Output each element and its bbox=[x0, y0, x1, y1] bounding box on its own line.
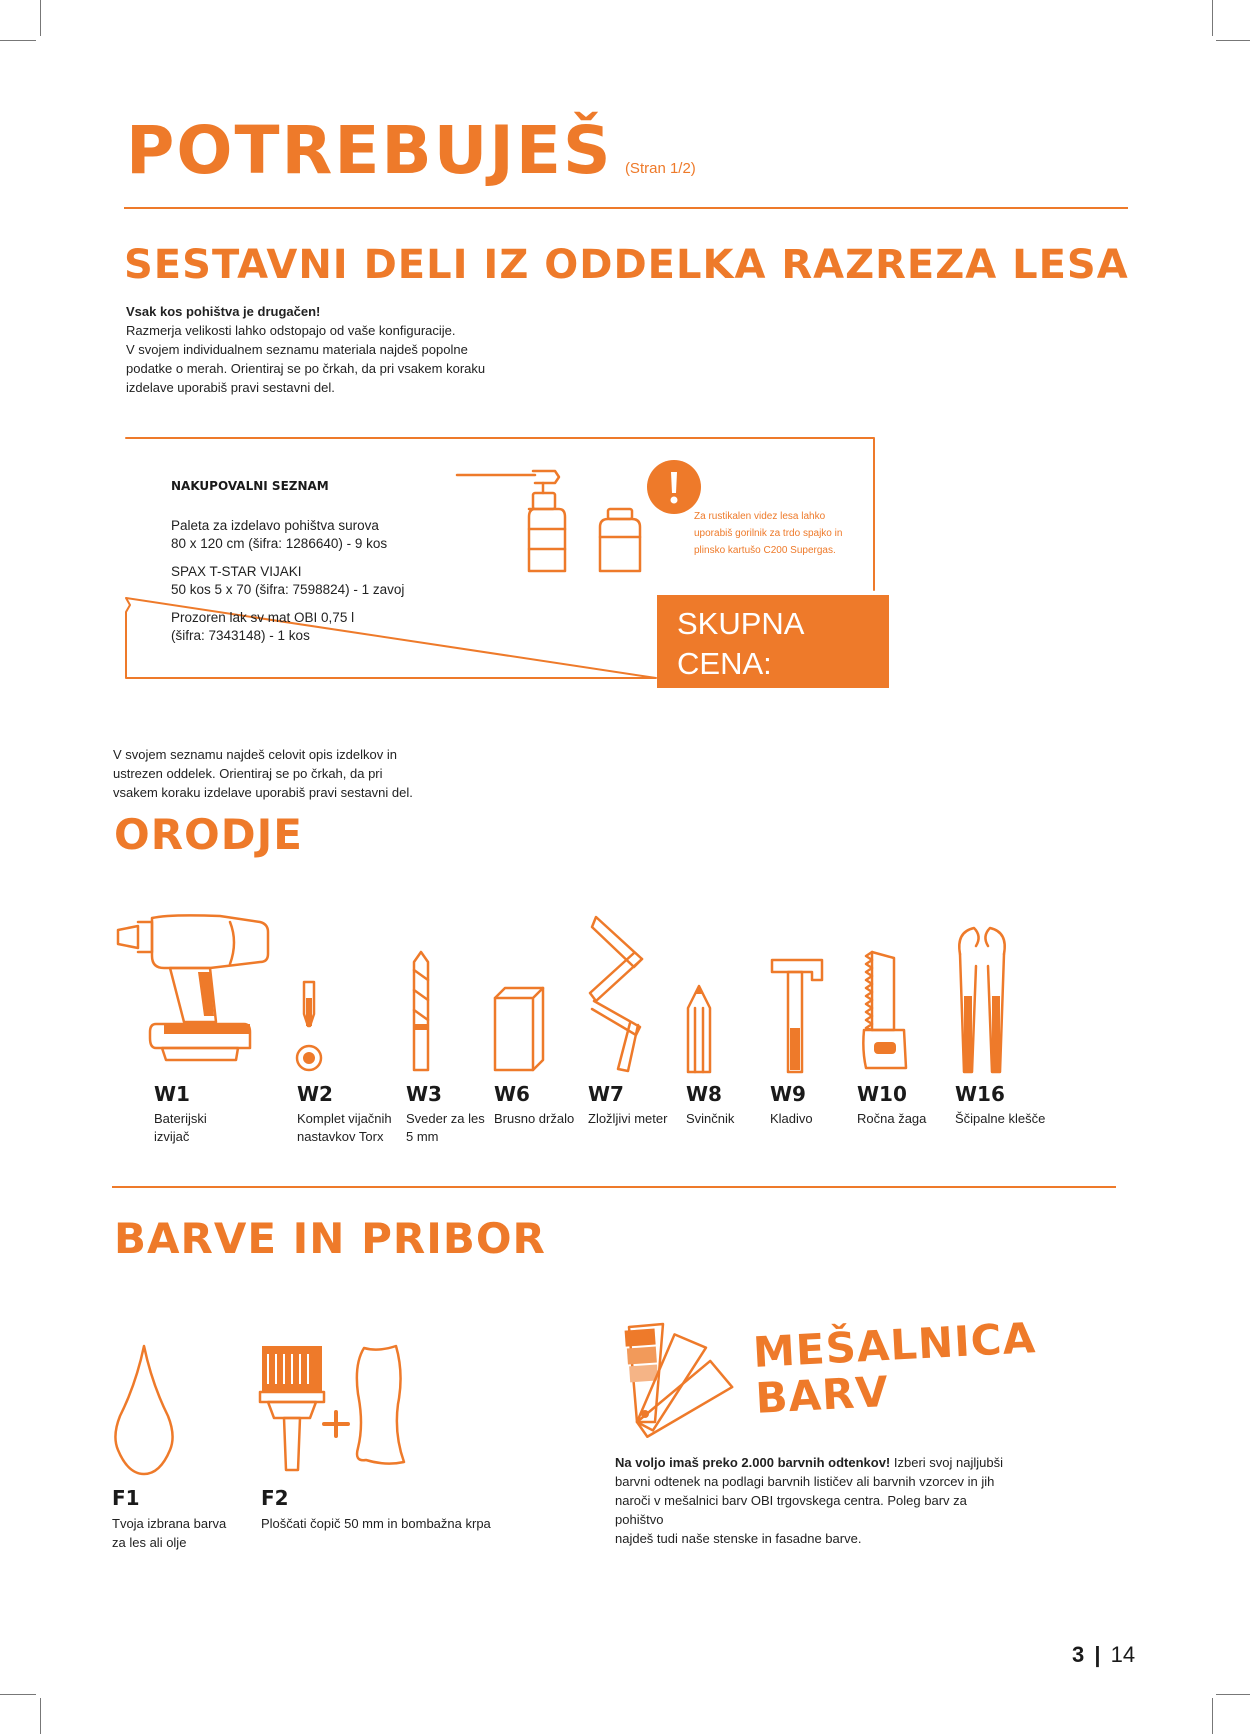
page-footer bbox=[1072, 1642, 1135, 1668]
drill-bit-icon bbox=[408, 950, 434, 1072]
tool-item-w1 bbox=[154, 1082, 207, 1146]
tool-code: W1 bbox=[154, 1082, 190, 1106]
tools-title: ORODJE bbox=[114, 810, 303, 859]
tool-label: Kladivo bbox=[770, 1111, 813, 1126]
mixing-text-rest: Izberi svoj najljubši bbox=[890, 1455, 1003, 1470]
shopping-list bbox=[171, 517, 404, 645]
tool-label: Baterijski izvijač bbox=[154, 1111, 207, 1144]
mixing-text-line: barvni odtenek na podlagi barvnih lističev ali barvnih vzorcev in jih bbox=[615, 1474, 995, 1489]
tool-item-w9 bbox=[770, 1082, 813, 1128]
price-line bbox=[677, 684, 869, 722]
intro-line: V svojem seznamu najdeš celovit opis izdelkov in bbox=[113, 747, 397, 762]
tip-line: uporabiš gorilnik za trdo spajko in bbox=[694, 528, 843, 539]
pencil-icon bbox=[686, 984, 712, 1074]
tool-code: W7 bbox=[588, 1082, 624, 1106]
shopping-title: NAKUPOVALNI SEZNAM bbox=[171, 479, 329, 493]
tool-code: W2 bbox=[297, 1082, 333, 1106]
tool-code: W9 bbox=[770, 1082, 806, 1106]
price-prefix: od bbox=[677, 685, 712, 720]
tool-label: Zložljivi meter bbox=[588, 1111, 668, 1126]
brush-and-cloth-icon bbox=[258, 1344, 408, 1472]
hand-saw-icon bbox=[860, 950, 910, 1074]
intro-line: ustrezen oddelek. Orientiraj se po črkah, da pri bbox=[113, 766, 383, 781]
tool-label: Svinčnik bbox=[686, 1111, 735, 1126]
intro-line: vsakem koraku izdelave uporabiš pravi sestavni del. bbox=[113, 785, 413, 800]
tools-intro bbox=[113, 745, 413, 802]
tool-item-w7 bbox=[588, 1082, 667, 1128]
tool-item-w8 bbox=[686, 1082, 734, 1128]
paint-label: Ploščati čopič 50 mm in bombažna krpa bbox=[261, 1516, 491, 1531]
mixing-text-bold: Na voljo imaš preko 2.000 barvnih odtenkov! bbox=[615, 1455, 891, 1470]
tool-label: Brusno držalo bbox=[494, 1111, 575, 1126]
tool-code: W10 bbox=[857, 1082, 907, 1106]
tool-item-w6 bbox=[494, 1082, 574, 1128]
torx-bit-icon bbox=[296, 980, 326, 1072]
tool-item-w16 bbox=[955, 1082, 1045, 1128]
tool-item-w2 bbox=[297, 1082, 392, 1146]
intro-line: Razmerja velikosti lahko odstopajo od vaše konfiguracije. bbox=[126, 323, 456, 338]
tool-label: Ščipalne klešče bbox=[955, 1111, 1046, 1126]
item-name: SPAX T-STAR VIJAKI bbox=[171, 564, 302, 579]
sanding-block-icon bbox=[491, 986, 547, 1072]
tip-text bbox=[694, 508, 842, 559]
footer-separator: | bbox=[1094, 1642, 1101, 1667]
gas-burner-icon bbox=[455, 465, 655, 575]
tool-code: W16 bbox=[955, 1082, 1005, 1106]
mixing-text-line: naroči v mešalnici barv OBI trgovskega centra. Poleg barv za pohištvo bbox=[615, 1493, 967, 1527]
tool-code: W6 bbox=[494, 1082, 530, 1106]
divider bbox=[112, 1186, 1116, 1188]
price-label: SKUPNA CENA: bbox=[677, 606, 803, 681]
tip-line: Za rustikalen videz lesa lahko bbox=[694, 511, 826, 522]
folding-rule-icon bbox=[588, 915, 648, 1073]
tool-code: W8 bbox=[686, 1082, 722, 1106]
tool-label: Komplet vijačnih nastavkov Torx bbox=[297, 1111, 392, 1144]
color-fan-icon bbox=[615, 1310, 735, 1430]
mixing-title bbox=[752, 1315, 1040, 1422]
paint-item-f1 bbox=[112, 1486, 226, 1552]
price-currency: EUR bbox=[780, 685, 846, 720]
item-detail: (šifra: 7343148) - 1 kos bbox=[171, 628, 310, 643]
paint-label: Tvoja izbrana barva za les ali olje bbox=[112, 1516, 227, 1550]
mixing-text bbox=[615, 1453, 1015, 1548]
tool-item-w10 bbox=[857, 1082, 926, 1128]
tool-item-w3 bbox=[406, 1082, 485, 1146]
list-item bbox=[171, 609, 404, 645]
item-name: Prozoren lak sv mat OBI 0,75 l bbox=[171, 610, 355, 625]
list-item bbox=[171, 517, 404, 553]
paint-code: F2 bbox=[261, 1486, 289, 1510]
mixing-title-line: BARV bbox=[754, 1366, 891, 1423]
section-title: SESTAVNI DELI IZ ODDELKA RAZREZA LESA bbox=[124, 242, 1129, 288]
cordless-drill-icon bbox=[110, 912, 270, 1072]
hammer-icon bbox=[770, 958, 826, 1074]
price-value: 181 bbox=[720, 685, 772, 720]
step-number: 3 bbox=[1072, 1642, 1085, 1667]
paints-title: BARVE IN PRIBOR bbox=[114, 1214, 546, 1263]
list-item bbox=[171, 563, 404, 599]
page-note: (Stran 1/2) bbox=[624, 160, 696, 177]
tool-label: Sveder za les 5 mm bbox=[406, 1111, 485, 1144]
paint-code: F1 bbox=[112, 1486, 140, 1510]
intro-line: V svojem individualnem seznamu materiala najdeš popolne bbox=[126, 342, 468, 357]
item-detail: 50 kos 5 x 70 (šifra: 7598824) - 1 zavoj bbox=[171, 582, 405, 597]
paint-drop-icon bbox=[112, 1344, 176, 1476]
mixing-text-line: najdeš tudi naše stenske in fasadne barve. bbox=[615, 1531, 862, 1546]
intro-line: podatke o merah. Orientiraj se po črkah, da pri vsakem koraku bbox=[126, 361, 486, 376]
intro-line: izdelave uporabiš pravi sestavni del. bbox=[126, 380, 335, 395]
item-name: Paleta za izdelavo pohištva surova bbox=[171, 518, 379, 533]
page-number: 14 bbox=[1110, 1642, 1136, 1667]
item-detail: 80 x 120 cm (šifra: 1286640) - 9 kos bbox=[171, 536, 388, 551]
page-title: POTREBUJEŠ bbox=[126, 112, 613, 189]
paint-item-f2 bbox=[261, 1486, 491, 1533]
tool-label: Ročna žaga bbox=[857, 1111, 927, 1126]
tool-code: W3 bbox=[406, 1082, 442, 1106]
tip-line: plinsko kartušo C200 Supergas. bbox=[694, 545, 836, 556]
intro-bold: Vsak kos pohištva je drugačen! bbox=[126, 304, 321, 319]
mixing-title-line: MEŠALNICA bbox=[751, 1313, 1038, 1377]
pincers-icon bbox=[954, 926, 1010, 1074]
total-price-badge bbox=[657, 595, 889, 720]
